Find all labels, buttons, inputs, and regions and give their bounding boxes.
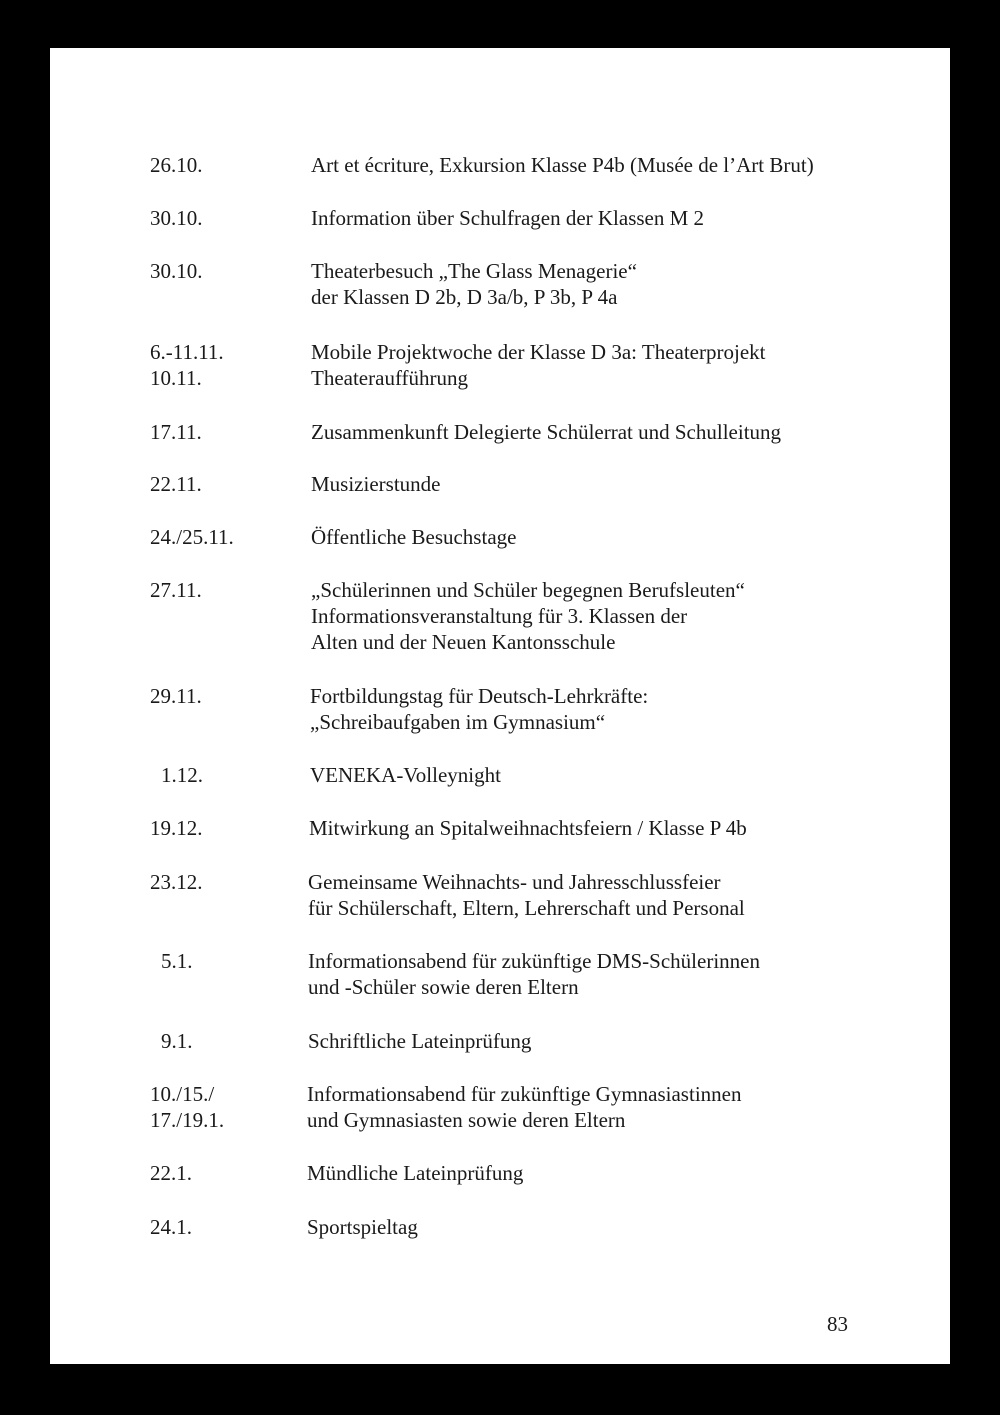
event-description: Mobile Projektwoche der Klasse D 3a: Theaterprojekt bbox=[311, 340, 766, 364]
event-description: und Gymnasiasten sowie deren Eltern bbox=[307, 1108, 626, 1132]
event-description: Schriftliche Lateinprüfung bbox=[308, 1029, 532, 1053]
event-date: 22.1. bbox=[150, 1161, 192, 1185]
event-date: 17.11. bbox=[150, 420, 202, 444]
event-date: 10.11. bbox=[150, 366, 202, 390]
event-date: 17./19.1. bbox=[150, 1108, 225, 1132]
event-description: Alten und der Neuen Kantonsschule bbox=[311, 630, 616, 654]
event-date: 27.11. bbox=[150, 578, 202, 602]
event-description: Öffentliche Besuchstage bbox=[311, 525, 517, 549]
event-date: 5.1. bbox=[161, 949, 193, 973]
event-description: VENEKA-Volleynight bbox=[310, 763, 501, 787]
event-description: Fortbildungstag für Deutsch-Lehrkräfte: bbox=[310, 684, 649, 708]
event-date: 30.10. bbox=[150, 206, 203, 230]
event-description: für Schülerschaft, Eltern, Lehrerschaft und Personal bbox=[308, 896, 745, 920]
event-description: Gemeinsame Weihnachts- und Jahresschlussfeier bbox=[308, 870, 721, 894]
event-description: Theaterbesuch „The Glass Menagerie“ bbox=[311, 259, 637, 283]
event-date: 23.12. bbox=[150, 870, 203, 894]
event-description: Informationsabend für zukünftige Gymnasiastinnen bbox=[307, 1082, 742, 1106]
event-date: 10./15./ bbox=[150, 1082, 215, 1106]
event-description: „Schülerinnen und Schüler begegnen Berufsleuten“ bbox=[311, 578, 745, 602]
event-description: Mitwirkung an Spitalweihnachtsfeiern / Klasse P 4b bbox=[309, 816, 747, 840]
event-description: Sportspieltag bbox=[307, 1215, 418, 1239]
event-description: Information über Schulfragen der Klassen M 2 bbox=[311, 206, 705, 230]
event-date: 29.11. bbox=[150, 684, 202, 708]
document-page bbox=[50, 48, 950, 1364]
event-date: 24.1. bbox=[150, 1215, 192, 1239]
event-description: Art et écriture, Exkursion Klasse P4b (Musée de l’Art Brut) bbox=[311, 153, 814, 177]
event-description: Zusammenkunft Delegierte Schülerrat und Schulleitung bbox=[311, 420, 782, 444]
event-date: 6.-11.11. bbox=[150, 340, 224, 364]
event-date: 22.11. bbox=[150, 472, 202, 496]
event-date: 19.12. bbox=[150, 816, 203, 840]
event-description: Mündliche Lateinprüfung bbox=[307, 1161, 524, 1185]
page-number: 83 bbox=[827, 1312, 848, 1336]
event-description: und -Schüler sowie deren Eltern bbox=[308, 975, 579, 999]
event-description: „Schreibaufgaben im Gymnasium“ bbox=[310, 710, 606, 734]
event-description: der Klassen D 2b, D 3a/b, P 3b, P 4a bbox=[311, 285, 618, 309]
event-description: Musizierstunde bbox=[311, 472, 441, 496]
event-date: 1.12. bbox=[161, 763, 203, 787]
event-date: 9.1. bbox=[161, 1029, 193, 1053]
event-date: 30.10. bbox=[150, 259, 203, 283]
event-description: Theateraufführung bbox=[311, 366, 469, 390]
event-description: Informationsveranstaltung für 3. Klassen der bbox=[311, 604, 688, 628]
event-date: 26.10. bbox=[150, 153, 203, 177]
event-description: Informationsabend für zukünftige DMS-Schülerinnen bbox=[308, 949, 760, 973]
event-date: 24./25.11. bbox=[150, 525, 234, 549]
